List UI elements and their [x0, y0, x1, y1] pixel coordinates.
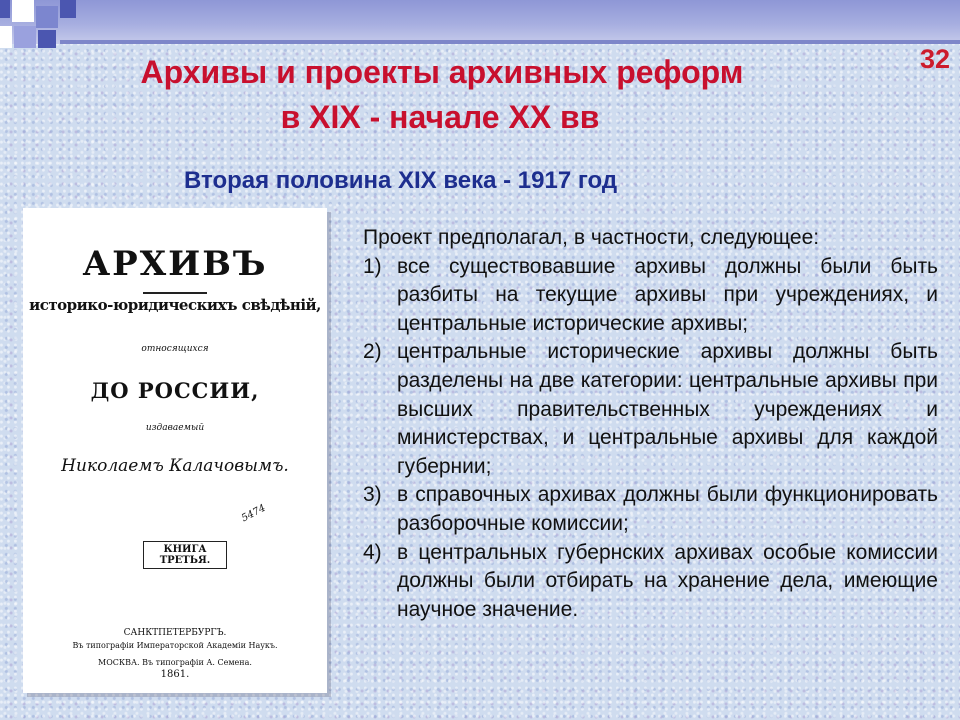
list-item-text: в справочных архивах должны были функционировать разборочные комиссии; — [397, 483, 938, 535]
project-description — [363, 224, 938, 624]
decor-square — [14, 26, 36, 48]
list-item-number: 2) — [363, 340, 382, 364]
slide-title-line-2: в XIX - начале XX вв — [280, 99, 600, 135]
list-item-text: центральные исторические архивы должны быть разделены на две категории: центральные архивы при высших правительственных учреждениях и министерствах, и центральные архивы для каждой губернии; — [397, 340, 938, 478]
list-item — [363, 539, 938, 625]
list-item-text: в центральных губернских архивах особые комиссии должны были отбирать на хранение дела, имеющие научное значение. — [397, 540, 938, 621]
decor-square — [36, 6, 58, 28]
decor-square — [38, 30, 56, 48]
book-title: АРХИВЪ — [82, 244, 268, 284]
project-points-list — [363, 253, 938, 625]
list-item-number: 1) — [363, 254, 382, 278]
library-stamp: 5474 — [239, 502, 268, 525]
list-item-number: 3) — [363, 483, 382, 507]
slide-number: 32 — [919, 44, 950, 74]
book-printer-2: МОСКВА. Въ типографіи А. Семена. — [98, 658, 252, 667]
top-decorative-band — [0, 0, 960, 44]
header-rule — [60, 40, 960, 44]
list-item — [363, 338, 938, 481]
book-volume: КНИГА ТРЕТЬЯ. — [143, 541, 227, 569]
book-published: издаваемый — [145, 423, 205, 433]
list-item-text: все существовавшие архивы должны были быть разбиты на текущие архивы при учреждениях, и центральные исторические архивы; — [397, 254, 938, 335]
decor-square — [12, 0, 34, 22]
book-printer-1: Въ типографіи Императорской Академіи Наукъ. — [72, 641, 278, 650]
book-to-russia: ДО РОССИИ, — [90, 378, 260, 403]
intro-text: Проект предполагал, в частности, следующее: — [363, 226, 820, 249]
decor-square — [0, 26, 12, 48]
book-author: Николаемъ Калачовымъ. — [61, 456, 289, 476]
decor-square — [60, 0, 76, 18]
list-item-number: 4) — [363, 540, 382, 564]
book-subtitle: историко-юридическихъ свѣдѣній, — [29, 296, 321, 314]
book-title-page-image — [23, 208, 327, 693]
book-relates: относящихся — [141, 344, 209, 354]
list-item — [363, 481, 938, 538]
book-rule — [143, 292, 207, 294]
slide-title — [0, 50, 960, 140]
slide-subtitle: Вторая половина XIX века - 1917 год — [184, 167, 618, 194]
book-city: САНКТПЕТЕРБУРГЪ. — [123, 628, 227, 638]
list-item — [363, 253, 938, 339]
slide-title-line-1: Архивы и проекты архивных реформ — [140, 54, 744, 90]
decor-square — [0, 0, 10, 18]
book-year: 1861. — [160, 669, 190, 680]
